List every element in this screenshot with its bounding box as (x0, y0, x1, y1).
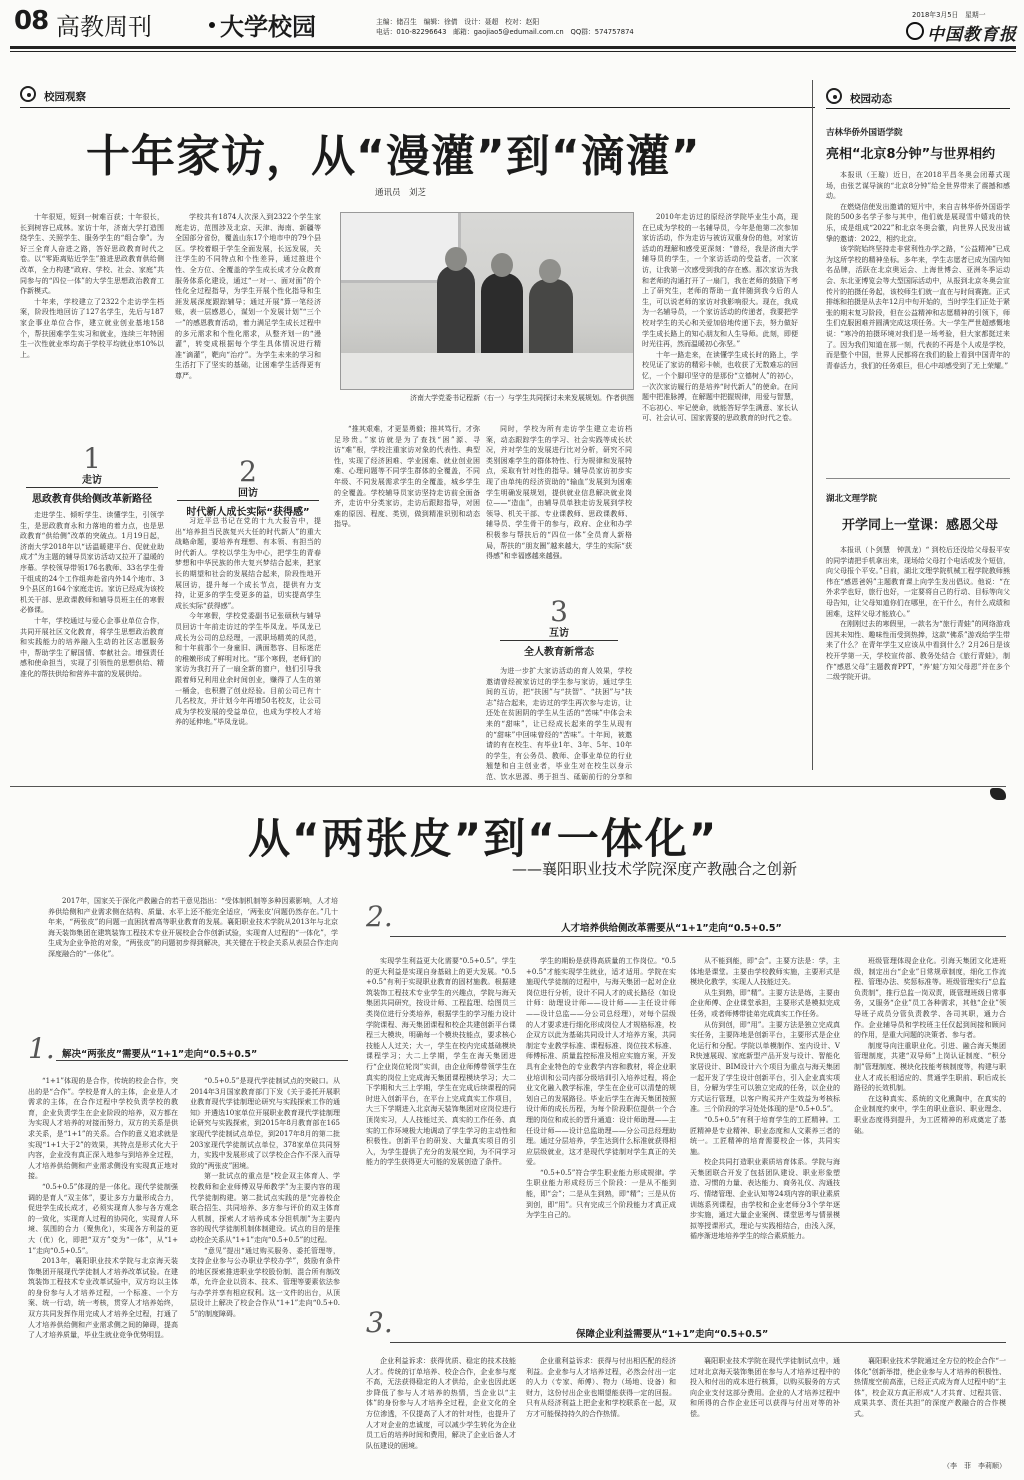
section-2-heading (175, 455, 321, 518)
a2-section-1-number: 1. (28, 1032, 55, 1065)
a2-column-9 (690, 1356, 840, 1472)
a2-s2-paragraph-5: 校企共同打造职业素质培育体系。学院与海天集团联合开发了包括团队建设、职业形象塑造、习惯的力量、表达能力、商务礼仪、沟通技巧、情绪管理、企业认知等24项内容的职业素质训练系列课程，由学校和企业老师分3个学年逐步实施，通过大量企业案例、课堂思考与情景模拟等授课形式，理论与实践相结合，由浅入深，循序渐进地培养学生的综合素质能力。 (690, 1158, 840, 1241)
a2-section-3-rule (390, 1342, 1006, 1343)
section-2-title-2: 时代新人成长实际“获得感” (177, 500, 319, 518)
intro-paragraph: 十年很短，短到一树难百获；十年很长，长到树容已成林。家访十年，济南大学打造围绕学生、关照学生、服务学生的“组合拳”。为好三全育人奋进之路，答好思政教育时代之卷。以“零距离贴近学生”推进思政教育供给侧改革，全力构建“政府、学校、社会、家庭”共同参与的“四位一体”的大学生思想政治教育工作新模式。 (20, 213, 164, 296)
article-2-intro (48, 896, 338, 1020)
a2-column-8 (526, 1356, 676, 1472)
a2-s2-paragraph-7: 制度导向注重职业化。引进、融合海天集团管理制度，共建“双导师”上岗认证制度、“积分制”管理制度、模块化技能考核制度等，构建与职业人才成长相适应的、贯通学生职前、职后成长路径的长效机制。 (854, 1041, 1006, 1093)
credits-line-2: 电话：010-82296643 邮箱：gaojiao5@edumail.com.cn QQ群：574757874 (376, 28, 634, 36)
photo-table (341, 353, 634, 390)
a2-s2-paragraph-2: 从生到熟，即“精”。主要方法是练，主要由企业师傅、企业课堂承担，主要形式是模拟完成任务，或者师傅带徒弟完成真实工作任务。 (690, 988, 840, 1018)
sidebar-column-label: 校园动态 (850, 93, 892, 105)
paper-name: 中国教育报 (927, 25, 1017, 45)
a2-column-3 (366, 956, 516, 1302)
wheel-icon (826, 88, 842, 104)
issue-date: 2018年3月5日 星期一 (912, 11, 986, 19)
a2-s1-paragraph-7: 实现学生利益更大化需要“0.5+0.5”。学生的更大利益是实现自身基础上的更大发展。“0.5+0.5”有利于实现职业教育的固材施教。根据建筑装饰工程技术专业学生的兴趣点，学院与海天集团共同研究，按设计师、工程监理、绘图员三类岗位进行分类培养，根据学生的学习能力设计学院课程、海天集团课程和校企共建创新平台课程三大模块，明确每一个模块技能点，要求核心技能人人过关；大一，学生在校内完成基础模块课程学习；大二上学期，学生在海天集团进行“企业岗位轮岗”实训，由企业师傅带领学生在真实的岗位上完成海天集团课程模块学习；大二下学期和大三上学期，学生在完成后续课程的同时进入创新平台，在平台上完成真实工作项目，大三下学期进入北京海天装饰集团对应岗位进行顶岗实习，人人技能过关、真实的工作任务、真实的工作环境极大地调动了学生学习的主动性和积极性。创新平台的研发、大量真实项目的引入，为学生提供了充分的发展空间，为不同学习能力的学生获得更大可能的发展创造了条件。 (366, 957, 516, 1167)
a2-s2-paragraph-3: 从仿到创，即“用”。主要方法是独立完成真实任务，主要阵地是创新平台，主要形式是企业化运行和分配。学院以单模制作、室内设计、VR快速展现、家庭新型产品开发与设计、智能化家居设计、BIM设计六个项目为重点与海天集团一起开发了学生设计创新平台，引入企业真实项目，分解为学生可以独立完成的任务，以企业的方式运行管理，以客户购买并产生效益为考核标准。三个阶段的学习处处体现的是“0.5+0.5”。 (690, 1020, 840, 1114)
sidebar-item-2-body (826, 545, 1010, 767)
a2-s1-paragraph-3: 2013年，襄阳职业技术学院与北京海天装饰集团开展现代学徒制人才培养改革试验。在建筑装饰工程技术专业改革试验中，双方均以主体的身份参与人才培养过程，一个标准、一个方案、统一行动，统一考核，贯穿人才培养始终，双方共同发挥作用完成人才培养全过程，打通了人才培养供给侧和产业需求侧之间的障碍，提高了人才培养质量，毕业生就业竞争优势明显。 (28, 1257, 178, 1340)
sidebar-item-2-paragraph-2: 在刚刚过去的寒假里，一款名为“旅行青蛙”的网络游戏因其未知性、趣味性而受到热捧，这款“佛系”游戏给学生带来了什么？在青年学生又应该从中看到什么？2月26日是该校开学第一天，学校宣传部、教务处结合《旅行青蛙》，制作“感恩父母”主题教育PPT，“养‘蛙’方知父母恩”并在多个二级学院开讲。 (826, 620, 1010, 682)
intro-paragraph-2: 十年来，学校建立了2322个走访学生档案，阶段性地回访了127名学生，先后与187家企事业单位合作，建立就业创业基地158个，帮扶困难学生实习和就业，连续三年特困生一次性就业率均高于学校平均就业率10%以上。 (20, 297, 164, 359)
article-2-intro-paragraph: 2017年，国家关于深化产教融合的若干意见指出：“受体制机制等多种因素影响，人才培养供给侧和产业需求侧在结构、质量、水平上还不能完全适应，‘两张皮’问题仍然存在。”几十年来，“两张皮”的问题一直困扰着高等职业教育的发展。襄阳职业技术学院从2013年与北京海天装饰集团在建筑装饰工程技术专业开展校企合作创新试验，实现育人过程的“一体化”，学生成为企业争抢的对象，“两张皮”的问题初步得到解决，其关键在于校企关系从表层合作走向深度融合的“一体化”。 (48, 897, 338, 958)
page-number: 08 (14, 6, 49, 36)
byline-1: 通讯员 刘芝 (375, 188, 427, 198)
title-dot (209, 22, 215, 28)
section-2-column-b (334, 424, 480, 782)
section-1-paragraph-1: 走进学生、倾听学生、读懂学生，引领学生，是思政教育永和力落地的着力点，也是思政教育“供给侧”改革的突破点。1月19日起，济南大学2018年以“话温暖建平台、促就业助成才”为主题的辅导员家访活动又拉开了温暖的序幕。学校领导带领176名教师、33名学生骨干组成的24个工作组奔赴省内外14个地市、39个县区的164个家庭走访。家访已经成为该校机关干部、思政课教师和辅导员班主任的寒假必修课。 (20, 511, 164, 615)
a2-section-1-rule (56, 1060, 348, 1061)
a2-s3-paragraph-1: 企业利益诉求：获得优质、稳定的技术技能人才。传统的订单培养、校企合作，企业参与度不高，无法获得稳定的人才供给，企业也因此逐步降低了参与人才培养的热情，当企业以“主体”的身份参与人才培养全过程，企业文化的全方位渗透，不仅提高了人才的针对性，也提升了人才对企业的忠诚度，可以减少学生转化为企业员工后的培养时间和费用，解决了企业后备人才队伍建设的困境。 (366, 1357, 516, 1450)
a2-s1-paragraph-5: 第一批试点的重点是“校企双主体育人、学校教师和企业师傅双导师教学”为主要内容的现代学徒制构建。第二批试点实践的是“完善校企联合招生、共同培养、多方参与评价的双主体育人机制，探索人才培养成本分担机制”为主要内容的现代学徒制机制体制建设。试点的目的是推动校企关系从“1+1”走向“0.5+0.5”的过程。 (190, 1172, 340, 1244)
a2-s3-paragraph-2: 企业重利益诉求：获得与付出相匹配的经济利益。企业参与人才培养过程，必然会付出一定的人力（专家、师傅）、物力（场地、设备）和财力，这份付出企业也期望能获得一定的回报。只有从经济利益上把企业和学校联系在一起，双方才可能保持持久的合作热情。 (526, 1357, 676, 1418)
sidebar-item-1-body (826, 170, 1010, 466)
section-2-title-1: 回访 (238, 488, 258, 499)
section-3-heading (486, 595, 632, 660)
a2-s3-paragraph-4: 襄阳职业技术学院通过全方位的校企合作“一体化”创新举措，使企业参与人才培养的积极性、热情度空前高涨，已经正式成为育人过程中的“主体”，校企双方真正形成“人才共育、过程共管、成果共享、责任共担”的深度产教融合的合作模式。 (854, 1357, 1006, 1418)
sidebar-underline (826, 108, 1010, 109)
subsection-title: 大学校园 (220, 13, 316, 41)
credits-line-1: 主编：储召生 编辑：徐倩 设计：聂超 校对：赵阳 (376, 18, 540, 26)
section-3-paragraph-2: 2010年走访过的原经济学院毕业生小高，现在已成为学校的一名辅导员，今年是他第二次参加家访活动，作为走访与被访双重身份的他，对家访活动的理解和感受更深刻：“曾经，我是济南大学辅导员的学生，一个家访活动的受益者，一次家访，让我第一次感受到我的存在感。那次家访为我和老师的沟通打开了一扇门，我在老师的鼓励下考上了研究生，老师的帮助一直伴随到我今后的人生，可以说老师的家访对我影响很大。现在，我成为一名辅导员，一个家访活动的传递者，我要把学校对学生的关心和关爱加倍地传递下去，努力做好学生成长路上的知心朋友和人生导师。此刻，即便时光往再，然而温暖初心弥坚。” (642, 213, 798, 349)
sidebar-item-2-paragraph-1: 本报讯（卜剑慧 钟凯龙）“ 到校后还没给父母报平安的同学请把手机拿出来，现场给父母打个电话或发个短信，向父母报个平安。”日前，湖北文理学院机械工程学院教师熊伟在“感恩爸妈”主题教育课上向学生发出倡议。他说：“在外求学也好，旅行也好，一定要将自己的行动、目标等向父母告知，让父母知道你们在哪里，在干什么，有什么成绩和困难，这样父母才能放心。” (826, 546, 1010, 618)
paper-logo (906, 20, 1018, 44)
section-1-title-2: 思政教育供给侧改革新路径 (26, 487, 158, 505)
section-3-paragraph-1: 为进一步扩大家访活动的育人效果，学校邀请曾经被家访过的学生参与家访，通过学生间的互访，把“扶困”与“扶智”、“扶困”与“扶志”结合起来，走访过的学生再次参与走访，让还处在贫困阴的学生从生活的“苦味”中体会未来的“甜味”，让已经成长起来的学生从现有的“甜味”中回味曾经的“苦味”。十年间，被邀请的有在校生、有毕业1年、3年、5年、10年的学生，有公务员、教师、企事业单位的行业翘楚和自主创业者，毕业生对在校生以身示范、饮水思源、勇于担当、砥砺前行的分享和 (486, 667, 632, 781)
a2-section-1-bar (28, 1032, 348, 1066)
a2-column-2 (190, 1076, 340, 1470)
masthead-rule (10, 46, 1016, 49)
intro-column (20, 212, 164, 440)
a2-column-1 (28, 1076, 178, 1470)
headline-1: 十年家访，从“漫灌”到“滴灌” (86, 131, 701, 182)
headline-2: 从“两张皮”到“一体化” (248, 814, 719, 863)
masthead (0, 0, 1024, 46)
a2-column-5 (690, 956, 840, 1302)
section-1-number: 1 (83, 442, 101, 475)
logo-mark-icon (906, 22, 924, 40)
a2-column-10 (854, 1356, 1006, 1460)
a2-author: （李 菲 李莉顺） (943, 1462, 1006, 1470)
a2-s1-paragraph-4: “0.5+0.5”是现代学徒制试点的突破口。从2014年3月国家教育部门下发《关于委托开展职业教育现代学徒制理论研究与实践探索工作的通知》并遴选10家单位开展职业教育现代学徒制理论研究与实践探索，到2015年8月教育部在165家现代学徒制试点单位，到2017年8月的第二批203家现代学徒制试点单位，378家单位共同努力，实践中发展形成了以学校企合作不深入而导致的“两张皮”困境。 (190, 1077, 340, 1170)
section-3-column-b (642, 212, 798, 782)
section-1-column-b (175, 212, 321, 452)
sidebar-item-2-school: 湖北文理学院 (826, 494, 878, 504)
section-title: 高教周刊 (56, 13, 152, 41)
section-1-column-a (20, 510, 164, 782)
section-3-paragraph-3: 十年一路走来，在读懂学生成长时的路上，学校见证了家访的精彩卡帧，也收获了无数难忘的回忆，一个个脚印坚守的是那份“立德树人”的初心，一次次家访履行的是培养“时代新人”的使命。在问题中把准脉搏，在解题中把握规律，用爱与智慧，不忘初心、牢记使命，就能答好学生满意、家长认可、社会认可、国家需要的思政教育的时代之卷。 (642, 350, 798, 423)
masthead-rule-thin (10, 51, 1016, 52)
campus-watch-tag (20, 86, 130, 106)
a2-s2-paragraph-4: “0.5+0.5”有利于培育学生的工匠精神。工匠精神是专业精神、职业态度和人文素养三者的统一。工匠精神的培育需要校企一体，共同实施。 (690, 1115, 840, 1156)
a2-s1-paragraph-8: 学生的期盼是获得高质量的工作岗位。“0.5+0.5”才能实现学生就业，适才适用。学院在实施现代学徒制的过程中，与海天集团一起对企业岗位进行分析，设计不同人才的成长路径（如设计师：助理设计师——设计师——主任设计师——设计总监——分公司总经理），对每个层级的人才要求进行细化形成岗位人才规格标准，校企双方以此为基础共同设计人才培养方案，共同制定专业教学标准、课程标准、岗位技术标准、师傅标准、质量监控标准及相应实施方案，开发具有企业特色的专业教学内容和教材，将企业职业培训和公司内部分级培训引入培养过程，将企业文化融入教学标准，学生在企业可以清楚的规划自己的发展路径。毕业后学生在海天集团按照设计师的成长历程，为每个阶段职位提供一个合理的岗位和成长的晋升通道：设计师助理——主任设计师——设计总监助理——分公司总经理助理。通过分层培养，学生达到什么标准就获得相应层级就业，这才是现代学徒制对学生真正的关爱。 (526, 957, 676, 1167)
subheadline-2: ——襄阳职业技术学院深度产教融合之创新 (512, 860, 798, 878)
section-2-column-c (486, 424, 632, 592)
story-end-mark-icon (990, 788, 1006, 800)
sidebar-item-1-paragraph-1: 本报讯（王璇）近日，在2018平昌冬奥会闭幕式现场，由张艺谋导演的“北京8分钟”给全世界带来了震撼和感动。 (826, 171, 1010, 201)
section-3-title-1: 互访 (549, 628, 569, 639)
section-2-paragraph-2: 今年寒假，学校党委副书记张硕秋与辅导员回访十年前走访过的学生毕凤龙。毕凤龙已成长为公司的总经理，一派职场精英的风范，和十年前那个一身童旧、满面愁容、目标迷茫的稚嫩形成了鲜明对比。“那个寒假，老师们的家访为我打开了一扇全新的窗户，他们引导我跟着师兄利用业余时间创业，赚得了人生的第一桶金，也积攒了创业经验。目前公司已有十几名校友，并计划今年再增50名校友，让公司成为学校发展的受益单位，也成为学校人才培养的延伸地。”毕凤龙说。 (175, 612, 321, 727)
sidebar-divider (826, 478, 1010, 479)
section-2-paragraph-1: 习近平总书记在党的十九大报告中，提出“培养担当民族复兴大任的时代新人”的重大战略命题，要培养有理想、有本领、有担当的时代新人。学校以学生为中心，把学生的青春梦想和中华民族的伟大复兴梦结合起来，把家长的期望和社会的发展结合起来，阶段性地开展回访，提升每一个成长节点，提供有力支持，让更多的学生受更多的益，切实提高学生成长实际“获得感”。 (175, 517, 321, 610)
sidebar-item-1-paragraph-2: 在燃烧信使发出邀请的短片中，来自吉林华侨外国语学院的500多名学子参与其中，他们就是展现雪中嬉戏的快乐，成是组成“2022”和北京冬奥会徽，向世界人民发出诚挚的邀请：2022，相约北京。 (826, 202, 1010, 243)
section-3-title-2: 全人教育新常态 (500, 640, 618, 658)
section-1-paragraph-2: 十年，学校通过与爱心企事业单位合作，共同开展社区文化教育，将学生思想政治教育和实践能力的培养融入生动的社区志愿服务中，帮助学生了解国情、奉献社会。增强责任感和使命担当，实现了引领性的思想供给、精准化的帮扶供给和营养丰富的发展供给。 (20, 616, 164, 678)
a2-column-4 (526, 956, 676, 1302)
a2-s3-paragraph-3: 襄阳职业技术学院在现代学徒制试点中，通过对北京海天装饰集团在参与人才培养过程中的投入和付出的成本进行核算，以购买服务的方式向企业支付这部分费用。企业的人才培养过程中和所得的合作企业还可以获得与付出对等的补偿。 (690, 1357, 840, 1418)
a2-column-6 (854, 956, 1006, 1302)
a2-s1-paragraph-9: “0.5+0.5”符合学生职业能力形成规律。学生职业能力形成经历三个阶段：一是从不能到能，即“会”；二是从生到熟，即“精”；三是从仿到创，即“用”。只有完成三个阶段能力才真正成为学生自己的。 (526, 1168, 676, 1220)
a2-section-2-title: 人才培养供给侧改革需要从“1+1”走向“0.5+0.5” (561, 923, 782, 934)
wheel-icon (20, 86, 36, 102)
sidebar-item-1-school: 吉林华侨外国语学院 (826, 128, 903, 138)
a2-s2-paragraph-6: 班级管理体现企业化。引海天集团文化进班级，制定出台“企业”日常规章制度，细化工作流程、管理办法、奖惩标准等。班级管理实行“总监负责制”，推行总监一岗双责，既管理班级日常事务，又服务“企业”员工各种需求，其他“企业”领导班子成员分管负责教学、各司其职，通力合作。企业辅导员和学校班主任仅起到间接和顾问的作用，是重大问题的决策者、参与者。 (854, 957, 1006, 1040)
section-2-column-a (175, 516, 321, 782)
a2-s2-paragraph-8: 在这种真实、系统的文化熏陶中，在真实的企业制度约束中，学生的职业意识、职业理念、职业态度得到提升，为工匠精神的形成奠定了基础。 (854, 1094, 1006, 1135)
section-3-column-a (486, 666, 632, 782)
a2-section-2-rule (390, 936, 1006, 937)
section-2-paragraph-4: 同时，学校为所有走访学生建立走访档案，动态跟踪学生的学习、社会实践等成长状况，并对学生的发展进行比对分析，研究不同类别困难学生的群体特性、行为规律和发展特点，采取有针对性的指导。辅导员家访初步实现了由单纯的经济资助的“输血”发展到为困难学生明确发展规划，提供就业信息解决就业岗位——“造血”，由辅导员单独走访发展到学校领导、机关干部、专业课教师、思政课教师、辅导员、学生骨干的参与，政府、企业和办学积极参与帮扶后的“四位一体”全员育人新格局，帮扶的“朋友圈”越来越大，学生的实际“获得感”和幸福感越来越强。 (486, 425, 632, 561)
section-1-title-1: 走访 (82, 475, 102, 486)
section-2-paragraph-3: “推其艰难，才更显勇毅；推其笃行，才弥足珍贵。”家访就是为了查找“困”源、寻访“难”根，学校注重家访对象的代表性、典型性，实现了经济困难、学业困难、就业创业困难、心理问题等不同学生群体的全覆盖，不同年级、不同发展需求学生的全覆盖，城乡学生的全覆盖。学校辅导员家访坚持走访前全面备齐，走访中分类家访，走访后跟踪指导，对困难的原因、程度、类别，做到精准识别和动态指导。 (334, 425, 480, 529)
sidebar-separator (812, 80, 813, 770)
column-label: 校园观察 (44, 91, 86, 103)
sidebar-item-1-paragraph-3: 该学院始终坚持走非营利性办学之路，“公益精神”已成为这所学校的精神坐标。多年来，学生志愿者已成为国内知名品牌，活跃在北京奥运会、上海世博会、亚洲冬季运动会、东北亚博览会等大型国际活动中，从报到北京冬奥会宣传片的拍摄任务起，该校师生们就一直在与时间赛跑。正式排练和拍摄是从去年12月中旬开始的，当时学生们正处于紧张的期末复习阶段，但在公益精神和志愿精神的引领下，师生们克服困难并圆满完成这项任务。大一学生严世超感慨地说：“寒冷的拍摄环境对我们是一场考验，但大家都挺过来了。因为我们知道在那一刻，代表的不再是个人或是学校，而是整个中国，世界人民都将在我们的脸上看到中国青年的青春活力，我们的任务艰巨，但心中却感受到了无上荣耀。” (826, 245, 1010, 370)
a2-s2-paragraph-1: 从不能到能，即“会”。主要方法是：学，主体地是课堂。主要由学校教师实施，主要形式是模块化教学，实现人人技能过关。 (690, 957, 840, 987)
a2-s1-paragraph-1: “1+1”体现的是合作，传统的校企合作，突出的是“合作”。学校是育人的主体，企业是人才需求的主体，在合作过程中学校负责学校的教育，企业负责学生在企业阶段的培养，双方都在为实现人才培养的对接而努力，双方的关系是供求关系，是“1+1”的关系。合作的意义追求就是实现“1+1大于2”的效果，其特点是形式化大于内容，企业没有真正深入地参与到培养全过程，人才培养供给侧和产业需求侧没有实现真正地对接。 (28, 1077, 178, 1181)
campus-news-tag (826, 88, 1006, 108)
section-2-number: 2 (239, 455, 257, 488)
a2-section-2-number: 2. (366, 900, 393, 933)
a2-section-3-title: 保障企业利益需要从“1+1”走向“0.5+0.5” (576, 1329, 769, 1340)
article-photo (340, 212, 634, 390)
section-1-heading (20, 442, 164, 505)
a2-s1-paragraph-6: “意见”提出“通过购买服务、委托管理等，支持企业参与公办职业学校办学”，鼓励有条件的地区探索推进职业学校股份制、混合所有制改革，允许企业以资本、技术、管理等要素依法参与办学并享有相应权利。这一文件的出台，从顶层设计上解决了校企合作从“1+1”走向“0.5+0.5”的制度障碍。 (190, 1246, 340, 1319)
photo-head-mid (491, 253, 513, 277)
column-underline (20, 107, 815, 108)
section-3-number: 3 (550, 595, 568, 628)
sidebar-item-2-title: 开学同上一堂课：感恩父母 (842, 518, 999, 533)
a2-section-3-bar (366, 1306, 1006, 1342)
section-1-paragraph-3: 学校共有1874人次深入到2322个学生家庭走访，范围涉及北京、天津、海南、新疆等全国部分省份，覆盖山东17个地市中的79个县区。学校着眼于学生全面发展，长远发展，关注学生的不同特点和个性差异，通过推进个性、全方位、全覆盖的学生成长成才分众教育服务体系化建设，通过“一对一、面对面”的个性化全过程指导，为学生开展个性化指导和生涯发展深度跟踪辅导；通过开展“算一笔经济账，表一层感恩心，谋划一个发展计划”“三个一”的感恩教育活动，着力满足学生成长过程中的多元需求和个性化需求，从整齐划一的“漫灌”，转变成根据每个学生具体情况进行精准“滴灌”，靶向“治疗”。为学生未来的学习和生活打下了坚实的基础，让困难学生活得更有尊严。 (175, 213, 321, 380)
photo-head-left (445, 247, 467, 271)
story-divider (10, 786, 1006, 787)
sidebar-item-1-title: 亮相“北京8分钟”与世界相约 (826, 147, 996, 162)
a2-section-2-bar (366, 900, 1006, 934)
a2-section-3-number: 3. (366, 1306, 393, 1339)
a2-section-1-title: 解决“两张皮”需要从“1+1”走向“0.5+0.5” (62, 1049, 258, 1060)
a2-s1-paragraph-2: “0.5+0.5”体现的是一体化。现代学徒制强调的是育人“双主体”，要让多方力量形成合力，促进学生成长成才，必须实现育人参与各方观念的一致化，实现育人过程的协同化，实现育人环境、氛围的合力（聚焦化），实现各方利益的更大（优）化，即把“双方”变为“一体”，从“1+1”走向“0.5+0.5”。 (28, 1182, 178, 1255)
a2-column-7 (366, 1356, 516, 1472)
photo-caption: 济南大学党委书记程新（右一）与学生共同探讨未来发展规划。作者供图 (410, 394, 634, 402)
photo-head-right (539, 259, 561, 283)
